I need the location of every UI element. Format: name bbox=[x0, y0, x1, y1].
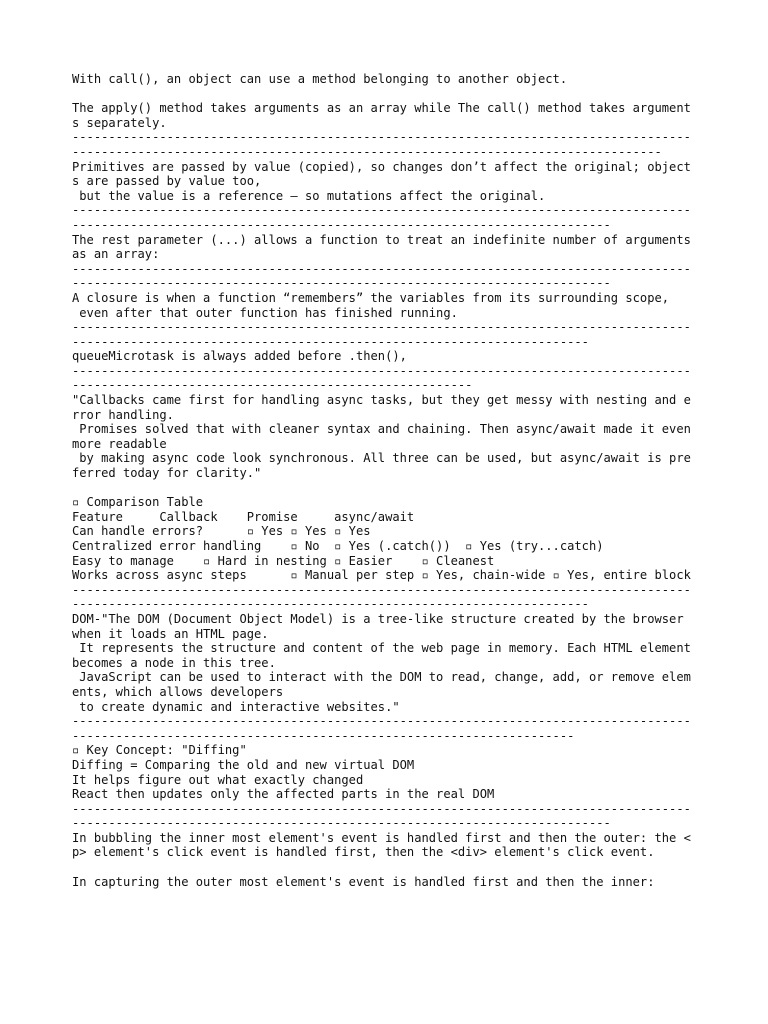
text-line: even after that outer function has finished running. bbox=[72, 305, 458, 320]
text-line: It helps figure out what exactly changed bbox=[72, 772, 364, 787]
text-line: ------------------------------------------------------------------------------------------------------------------------------------------------------------ bbox=[72, 582, 691, 612]
text-line: ------------------------------------------------------------------------------------------------------------------------------------------------------------ bbox=[72, 320, 691, 349]
text-line: but the value is a reference — so mutations affect the original. bbox=[72, 188, 546, 203]
text-line: Centralized error handling ▫ No ▫ Yes (.catch()) ▫ Yes (try...catch) bbox=[72, 539, 604, 553]
text-line bbox=[72, 860, 698, 875]
text-line: A closure is when a function “remembers” the variables from its surrounding scope, bbox=[72, 290, 670, 305]
text-line: ---------------------------------------------------------------------------------------------------------------------------------------------------------- bbox=[72, 714, 691, 743]
text-line: --------------------------------------------------------------------------------------------------------------------------------------------------------------- bbox=[72, 261, 691, 291]
text-line: Easy to manage ▫ Hard in nesting ▫ Easier ▫ Cleanest bbox=[72, 553, 495, 568]
text-line bbox=[72, 87, 698, 102]
text-line: Primitives are passed by value (copied), so changes don’t affect the original; objects are passed by value too, bbox=[72, 159, 691, 189]
text-line: ▫ Comparison Table bbox=[72, 495, 204, 510]
text-line: ▫ Key Concept: "Diffing" bbox=[72, 743, 247, 758]
text-line: Feature Callback Promise async/await bbox=[72, 509, 415, 524]
text-line: Diffing = Comparing the old and new virtual DOM bbox=[72, 757, 415, 772]
text-line: In bubbling the inner most element's event is handled first and then the outer: the <p> element's click event is handled first, then the <div> element's click event. bbox=[72, 830, 691, 860]
text-line: With call(), an object can use a method belonging to another object. bbox=[72, 72, 568, 86]
text-line: --------------------------------------------------------------------------------------------------------------------------------------------------------------- bbox=[72, 801, 691, 831]
text-line: React then updates only the affected parts in the real DOM bbox=[72, 787, 495, 802]
text-line: In capturing the outer most element's event is handled first and then the inner: bbox=[72, 874, 655, 889]
text-line: JavaScript can be used to interact with the DOM to read, change, add, or remove elements, which allows developers bbox=[72, 670, 691, 699]
document-body bbox=[72, 72, 698, 889]
text-line: DOM-"The DOM (Document Object Model) is a tree-like structure created by the browser when it loads an HTML page. bbox=[72, 611, 691, 641]
text-line: Can handle errors? ▫ Yes ▫ Yes ▫ Yes bbox=[72, 524, 371, 539]
text-line: It represents the structure and content of the web page in memory. Each HTML element becomes a node in this tree. bbox=[72, 641, 699, 670]
text-line: by making async code look synchronous. All three can be used, but async/await is preferred today for clarity." bbox=[72, 451, 691, 481]
text-line: "Callbacks came first for handling async tasks, but they get messy with nesting and error handling. bbox=[72, 393, 691, 422]
text-line: ---------------------------------------------------------------------------------------------------------------------------------------------------------------------- bbox=[72, 130, 691, 159]
text-line: The apply() method takes arguments as an array while The call() method takes arguments separately. bbox=[72, 101, 691, 130]
text-line: Promises solved that with cleaner syntax and chaining. Then async/await made it even more readable bbox=[72, 422, 699, 451]
text-line: queueMicrotask is always added before .then(), bbox=[72, 349, 407, 364]
text-line: The rest parameter (...) allows a function to treat an indefinite number of arguments as an array: bbox=[72, 232, 699, 262]
text-line: to create dynamic and interactive websites." bbox=[72, 699, 400, 714]
text-line: -------------------------------------------------------------------------------------------------------------------------------------------- bbox=[72, 363, 691, 393]
text-line: --------------------------------------------------------------------------------------------------------------------------------------------------------------- bbox=[72, 203, 691, 232]
text-line: Works across async steps ▫ Manual per step ▫ Yes, chain-wide ▫ Yes, entire block bbox=[72, 568, 691, 583]
text-line bbox=[72, 481, 698, 496]
